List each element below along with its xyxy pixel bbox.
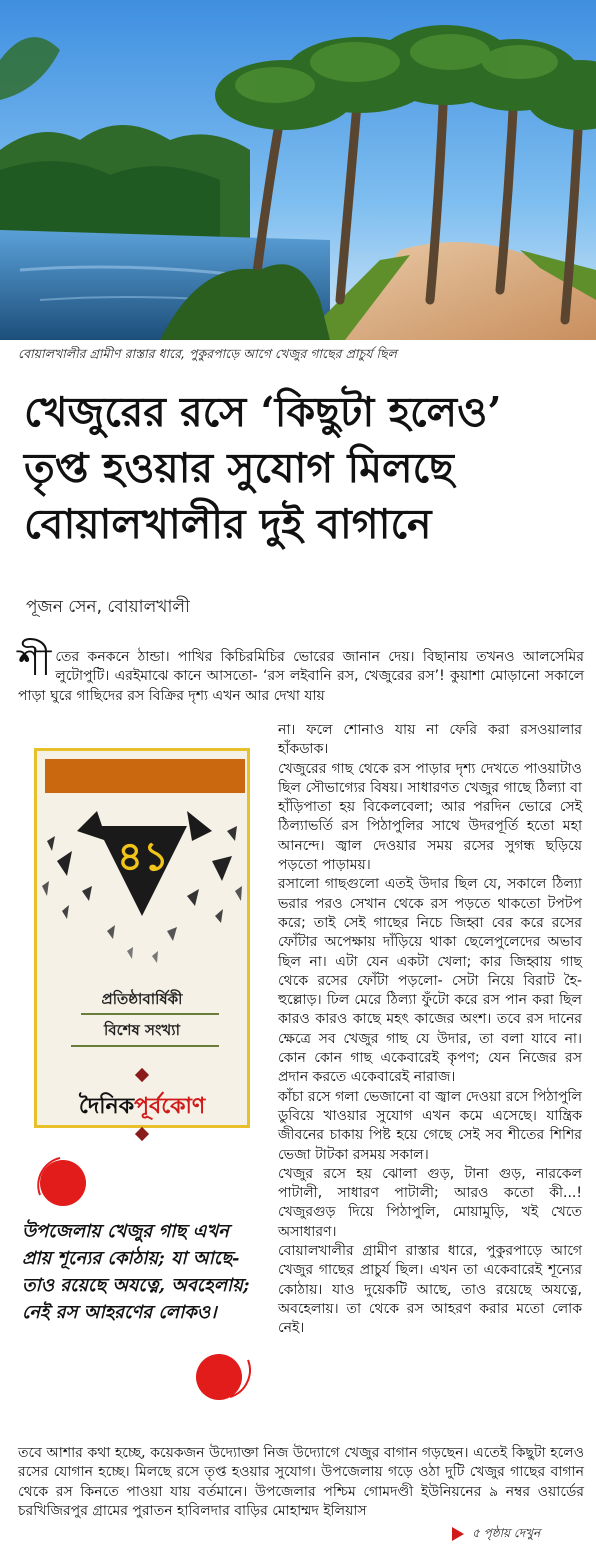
anniversary-badge (34, 748, 250, 1128)
divider (71, 1045, 219, 1047)
paragraph: খেজুর রসে হয় ঝোলা গুড়, টানা গুড়, নারকেল পাটালী, সাধারণ পাটালী; আরও কতো কী...! খেজুরগুড় দিয়ে পিঠাপুলি, মোয়ামুড়ি, খই খেতে অসাধারণ। (278, 1165, 582, 1240)
headline-line-2: তৃপ্ত হওয়ার সুযোগ মিলছে (24, 444, 454, 492)
headline (24, 384, 584, 552)
anniversary-number: ৪১ (117, 834, 169, 880)
continued-label: ৫ পৃষ্ঠায় দেখুন (472, 1526, 541, 1540)
diamond-ornament (135, 1127, 149, 1141)
divider (81, 1013, 219, 1015)
article-column (278, 721, 582, 1339)
article-continuation (18, 1444, 584, 1521)
photo-caption: বোয়ালখালীর গ্রামীণ রাস্তার ধারে, পুকুরপাড়ে আগে খেজুর গাছের প্রাচুর্য ছিল (18, 346, 397, 361)
paragraph: রসালো গাছগুলো এতই উদার ছিল যে, সকালে ঠিল্যা ভরার পরও সেখান থেকে রস পড়তে থাকতো টপটপ করে; তাই সেই গাছের নিচে জিহ্বা বের করে রসের ফোঁটার অপেক্ষায় দাঁড়িয়ে থাকা ছেলেপুলেদের অভাব ছিল না। এটা যেন একটা খেলা; কার জিহ্বায় গাছ থেকে রসের ফোঁটা পড়লো- সেটা নিয়ে বিরাট হৈ-হুল্লোড়। ঢিল মেরে ঠিল্যা ফুঁটো করে রস পান করা ছিল কারও কারও কাছে মহৎ কাজের অংশ। তবে রস দানের ক্ষেত্রে সব খেজুর গাছ যে উদার, তা বলা যাবে না। কোন কোন গাছ একেবারেই কৃপণ; যেন নিজের রস প্রদান করতে একেবারেই নারাজ। (278, 876, 582, 1086)
paragraph: খেজুরের গাছ থেকে রস পাড়ার দৃশ্য দেখতে পাওয়াটাও ছিল সৌভাগ্যের বিষয়। সাধারণত খেজুর গাছে ঠিল্যা বা হাঁড়িপাতা হয় বিকেলবেলা; আর পরদিন ভোরে সেই ঠিল্যাভর্তি রস পিঠাপুলির সাথে উদরপূর্তি হতো মহা আনন্দে। জ্বাল দেওয়ার সময় রসের সুগন্ধ ছড়িয়ে পড়তো পাড়াময়। (278, 760, 582, 874)
pull-quote: উপজেলায় খেজুর গাছ এখন প্রায় শূন্যের কোঠায়; যা আছে- তাও রয়েছে অযত্নে, অবহেলায়; নেই রস আহরণের লোকও। (22, 1221, 250, 1323)
paragraph: না। ফলে শোনাও যায় না ফেরি করা রসওয়ালার হাঁকডাক। (278, 722, 582, 758)
headline-line-1: খেজুরের রসে ‘কিছুটা হলেও’ (24, 388, 502, 436)
arrow-right-icon (452, 1527, 464, 1541)
headline-line-3: বোয়ালখালীর দুই বাগানে (24, 500, 432, 548)
paragraph: কাঁচা রসে গলা ভেজানো বা জ্বাল দেওয়া রসে পিঠাপুলি ডুবিয়ে খাওয়ার সুযোগ এখন কমে এসেছে। যান্ত্রিক জীবনের চাকায় পিষ্ট হয়ে গেছে সেই সব শীতের শিশির ভেজা টাটকা রসময় সকাল। (278, 1088, 582, 1163)
hero-photo (0, 0, 596, 340)
newspaper-logo: দৈনিকপূর্বকোণ (78, 1093, 206, 1119)
article-intro (18, 640, 584, 706)
anniversary-label: প্রতিষ্ঠাবার্ষিকী (101, 990, 183, 1008)
quote-arc-decoration (30, 1150, 90, 1210)
paragraph: বোয়ালখালীর গ্রামীণ রাস্তার ধারে, পুকুরপাড়ে আগে খেজুর গাছের প্রাচুর্য ছিল। এখন তা একেবারেই শূন্যের কোঠায়। যাও দুয়েকটি আছে, তাও রয়েছে অযত্নে, অবহেলায়। তা থেকে রস আহরণ করার মতো লোক নেই। (278, 1243, 582, 1337)
byline: পূজন সেন, বোয়ালখালী (26, 597, 190, 617)
quote-arc-decoration (200, 1345, 260, 1405)
anniversary-top-bar (45, 759, 245, 793)
intro-text: তের কনকনে ঠান্ডা। পাখির কিচিরমিচির ভোরের জানান দেয়। বিছানায় তখনও আলসেমির লুটোপুটি। এরইমাঝে কানে আসতো- ‘রস লইবানি রস, খেজুরের রস’! কুয়াশা মোড়ানো সকালে পাড়া ঘুরে গাছিদের রস বিক্রির দৃশ্য এখন আর দেখা যায় (18, 649, 584, 704)
paragraph: তবে আশার কথা হচ্ছে, কয়েকজন উদ্যোক্তা নিজ উদ্যোগে খেজুর বাগান গড়ছেন। এতেই কিছুটা হলেও রসের যোগান হচ্ছে। মিলছে রসে তৃপ্ত হওয়ার সুযোগ। উপজেলায় গড়ে ওঠা দুটি খেজুর গাছের বাগান থেকে রস কিনতে পাওয়া যায় বর্তমানে। উপজেলার পশ্চিম গোমদণ্ডী ইউনিয়নের ৯ নম্বর ওয়ার্ডের চরখিজিরপুর গ্রামের পুরাতন হাবিলদার বাড়ির মোহাম্মদ ইলিয়াস (18, 1445, 584, 1519)
continued-on-page[interactable] (452, 1525, 540, 1545)
special-issue-label: বিশেষ সংখ্যা (104, 1021, 180, 1039)
date-palm-landscape-image (0, 0, 596, 340)
diamond-ornament (135, 1068, 149, 1082)
drop-cap: শী (18, 640, 52, 684)
